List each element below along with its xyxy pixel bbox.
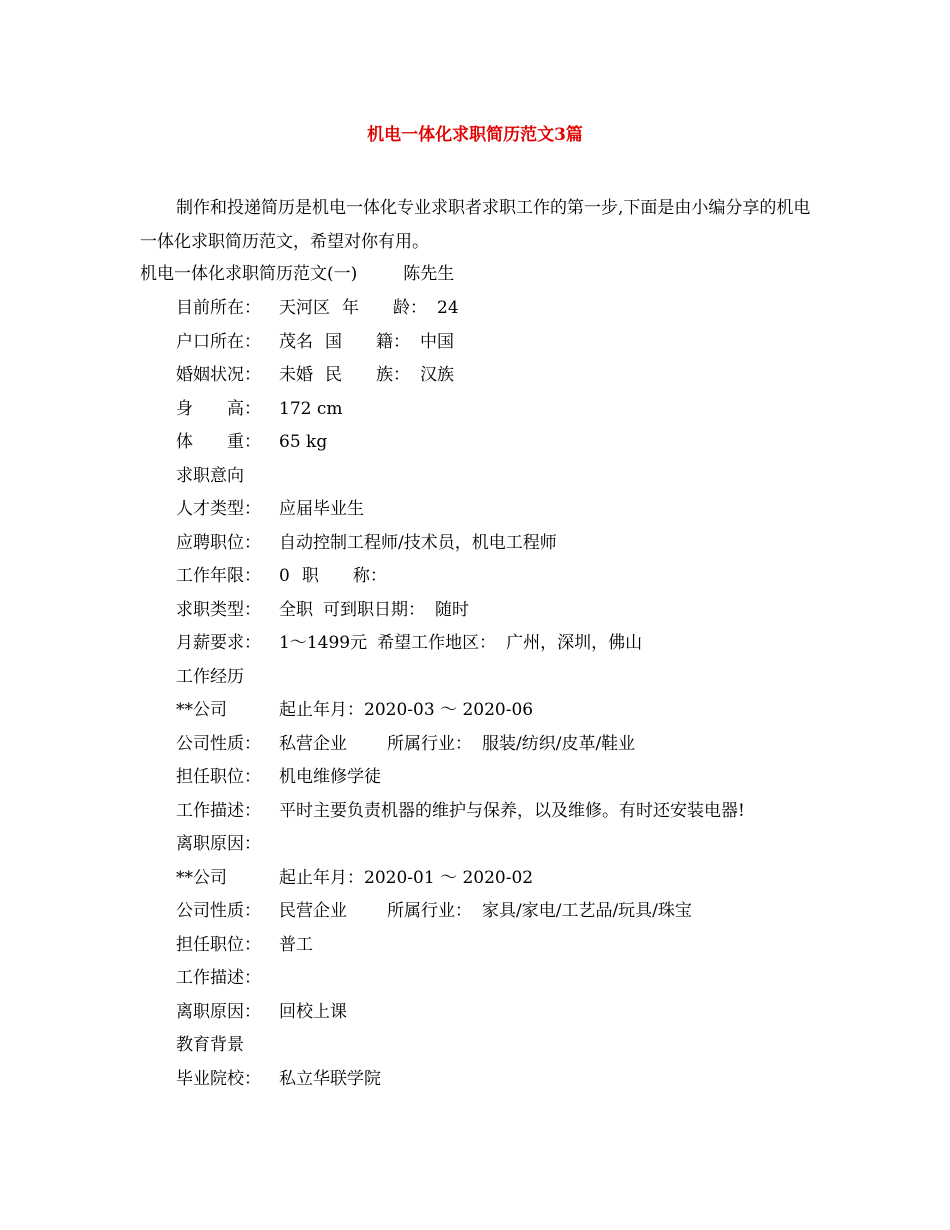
field-label: 公司性质：: [176, 733, 261, 754]
field-label: 应聘职位：: [176, 532, 261, 553]
field-row: [176, 393, 745, 427]
field-label-2: 年 龄：: [342, 298, 427, 318]
field-row: [176, 594, 745, 628]
field-label: 婚姻状况：: [176, 365, 261, 385]
section-subheading: [140, 258, 454, 292]
field-label: 离职原因：: [176, 1001, 261, 1022]
section-heading-text: 求职意向: [176, 465, 244, 486]
field-row: [176, 493, 745, 527]
field-row: [176, 326, 745, 360]
subheading-label: 机电一体化求职简历范文(一): [140, 264, 358, 284]
field-value-2: 服装/纺织/皮革/鞋业: [482, 733, 636, 754]
field-value: 机电维修学徒: [279, 767, 381, 787]
field-label: 工作年限：: [176, 566, 261, 586]
field-value: 0: [279, 566, 290, 586]
section-heading-text: 教育背景: [176, 1035, 244, 1055]
field-label-2: 国 籍：: [325, 331, 410, 352]
field-label-2: 希望工作地区：: [377, 633, 497, 653]
field-row: [176, 761, 745, 795]
field-label: 户口所在：: [176, 331, 261, 352]
field-label-2: 所属行业：: [387, 901, 472, 921]
field-value: 私立华联学院: [279, 1068, 381, 1089]
field-value: 未婚: [279, 365, 313, 385]
field-label: 担任职位：: [176, 934, 261, 955]
field-value-2: 汉族: [420, 365, 454, 385]
field-value: 平时主要负责机器的维护与保养，以及维修。有时还安装电器!: [279, 800, 745, 821]
field-label-2: 所属行业：: [387, 733, 472, 754]
field-row: [176, 694, 745, 728]
resume-fields: [176, 292, 745, 1096]
field-label: 毕业院校：: [176, 1068, 261, 1089]
field-value-2: 中国: [420, 331, 454, 352]
field-label: 离职原因：: [176, 834, 261, 854]
field-row: [176, 828, 745, 862]
field-value: 65 kg: [279, 432, 328, 452]
field-value: 民营企业: [279, 901, 347, 921]
field-row: [176, 862, 745, 896]
intro-paragraph: 制作和投递简历是机电一体化专业求职者求职工作的第一步,下面是由小编分享的机电一体化求职简历范文，希望对你有用。: [140, 198, 811, 252]
field-row: [176, 728, 745, 762]
field-row: [176, 929, 745, 963]
field-row: [176, 1063, 745, 1097]
field-value-2: 家具/家电/工艺品/玩具/珠宝: [482, 901, 692, 921]
section-heading-text: 工作经历: [176, 666, 244, 687]
section-heading: [176, 661, 745, 695]
field-label: 身 高：: [176, 398, 261, 419]
candidate-name: 陈先生: [403, 264, 455, 284]
section-heading: [176, 1029, 745, 1063]
field-row: [176, 426, 745, 460]
field-label: **公司: [176, 867, 227, 888]
field-label: 人才类型：: [176, 499, 261, 519]
field-row: [176, 527, 745, 561]
field-label: **公司: [176, 700, 227, 720]
field-label: 工作描述：: [176, 800, 261, 821]
field-label: 担任职位：: [176, 767, 261, 787]
field-label: 体 重：: [176, 432, 261, 452]
field-value: 私营企业: [279, 733, 347, 754]
field-value: 172 cm: [279, 398, 343, 419]
field-value: 茂名: [279, 331, 313, 352]
field-value: 普工: [279, 934, 313, 955]
field-row: [176, 996, 745, 1030]
field-value: 起止年月：2020-03 ～ 2020-06: [279, 700, 534, 720]
field-row: [176, 962, 745, 996]
field-label: 目前所在：: [176, 298, 261, 318]
field-label-2: 职 称：: [301, 566, 387, 586]
field-row: [176, 795, 745, 829]
field-label: 公司性质：: [176, 901, 261, 921]
field-value: 天河区: [279, 298, 330, 318]
field-label-2: 可到职日期：: [323, 599, 425, 620]
field-row: [176, 895, 745, 929]
field-value: 自动控制工程师/技术员，机电工程师: [279, 532, 557, 553]
section-heading: [176, 460, 745, 494]
document-title: 机电一体化求职简历范文3篇: [367, 125, 583, 145]
field-value: 应届毕业生: [279, 499, 364, 519]
field-label: 工作描述：: [176, 968, 261, 988]
field-value: 起止年月：2020-01 ～ 2020-02: [279, 867, 534, 888]
field-value-2: 随时: [435, 599, 469, 620]
field-row: [176, 627, 745, 661]
field-value: 1～1499元: [279, 633, 368, 653]
field-value: 全职: [279, 599, 313, 620]
field-label: 月薪要求：: [176, 633, 261, 653]
field-value-2: 广州，深圳，佛山: [506, 633, 643, 653]
field-value: 回校上课: [279, 1001, 347, 1022]
field-row: [176, 560, 745, 594]
field-value-2: 24: [437, 298, 459, 318]
field-label-2: 民 族：: [325, 365, 410, 385]
field-label: 求职类型：: [176, 599, 261, 620]
field-row: [176, 359, 745, 393]
field-row: [176, 292, 745, 326]
